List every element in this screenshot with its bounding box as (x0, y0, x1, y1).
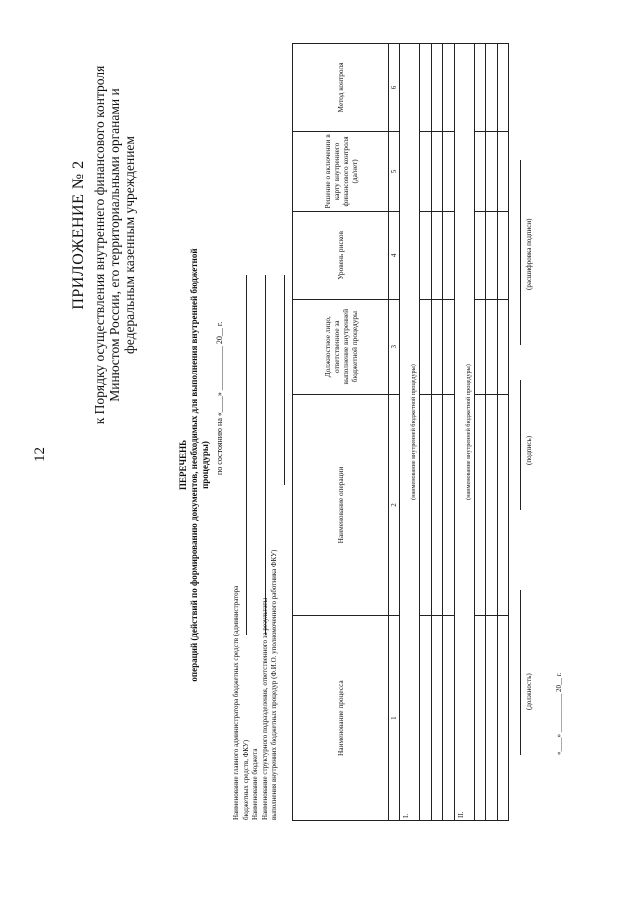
position-line (520, 590, 521, 755)
info-line-budget (265, 275, 266, 635)
table-row (443, 44, 455, 821)
info-field-unit-cont: выполнения внутренних бюджетных процедур (Ф.И.О. уполномоченного работника ФКУ) (270, 549, 279, 820)
header-decision: Решение о включении в карту внутреннего финансового контроля (да/нет) (293, 131, 389, 211)
info-field-budget: Наименование бюджета (251, 748, 260, 820)
info-field-admin: Наименование главного администратора бюджетных средств (администратора (232, 585, 240, 820)
document-title: ПЕРЕЧЕНЬ (178, 439, 188, 491)
header-process: Наименование процесса (293, 616, 389, 821)
section-label: II. (456, 811, 465, 818)
column-number: 2 (389, 394, 400, 616)
column-number-row (389, 44, 400, 821)
column-number: 5 (389, 131, 400, 211)
section-row (400, 44, 420, 821)
signature-line (520, 380, 521, 510)
position-caption: (должность) (525, 673, 533, 710)
appendix-subtitle (92, 25, 137, 465)
section-cell (400, 44, 420, 821)
section-caption: (наименование внутренней бюджетной процедуры) (410, 364, 417, 500)
document-subtitle: операций (действий по формированию документов, необходимых для выполнения внутренней бюджетной процедуры) (189, 248, 210, 682)
header-operation: Наименование операции (293, 394, 389, 616)
section-caption: (наименование внутренней бюджетной процедуры) (464, 364, 472, 500)
section-label: I. (402, 813, 410, 818)
appendix-subtitle-line: к Порядку осуществления внутреннего финансового контроля (92, 65, 107, 425)
table-row (420, 44, 432, 821)
header-official: Должностное лицо, ответственное за выполнение внутренней бюджетной процедуры (293, 299, 389, 394)
header-risk-level: Уровень рисков (293, 211, 389, 299)
signature-date: «____» ___________ 20__ г. (555, 672, 563, 755)
decoding-line (520, 160, 521, 345)
page-number: 12 (32, 447, 48, 462)
operations-table (292, 43, 509, 821)
section-cell (454, 44, 474, 821)
column-number: 6 (389, 44, 400, 132)
table-row (431, 44, 443, 821)
info-line-unit (284, 275, 285, 485)
section-row (454, 44, 474, 821)
column-number: 4 (389, 211, 400, 299)
table-row (497, 44, 509, 821)
info-field-unit: Наименование структурного подразделения, ответственного за результаты (260, 597, 269, 820)
table-row (486, 44, 498, 821)
appendix-title: ПРИЛОЖЕНИЕ № 2 (70, 160, 87, 310)
appendix-subtitle-line: федеральным казенным учреждением (122, 136, 137, 354)
info-field-admin-cont: бюджетных средств, ФКУ) (241, 739, 250, 820)
signature-caption: (подпись) (525, 435, 533, 465)
as-of-date: по состоянию на «____» ___________ 20__ г. (215, 321, 224, 475)
column-number: 1 (389, 616, 400, 821)
document-heading (178, 225, 211, 705)
table-row (474, 44, 486, 821)
decoding-caption: (расшифровка подписи) (525, 218, 533, 290)
info-line-admin (246, 275, 247, 635)
table-header-row (293, 44, 389, 821)
info-fields (232, 500, 280, 820)
appendix-subtitle-line: Минюстом России, его территориальными органами и (107, 88, 122, 402)
header-control-method: Метод контроля (293, 44, 389, 132)
column-number: 3 (389, 299, 400, 394)
